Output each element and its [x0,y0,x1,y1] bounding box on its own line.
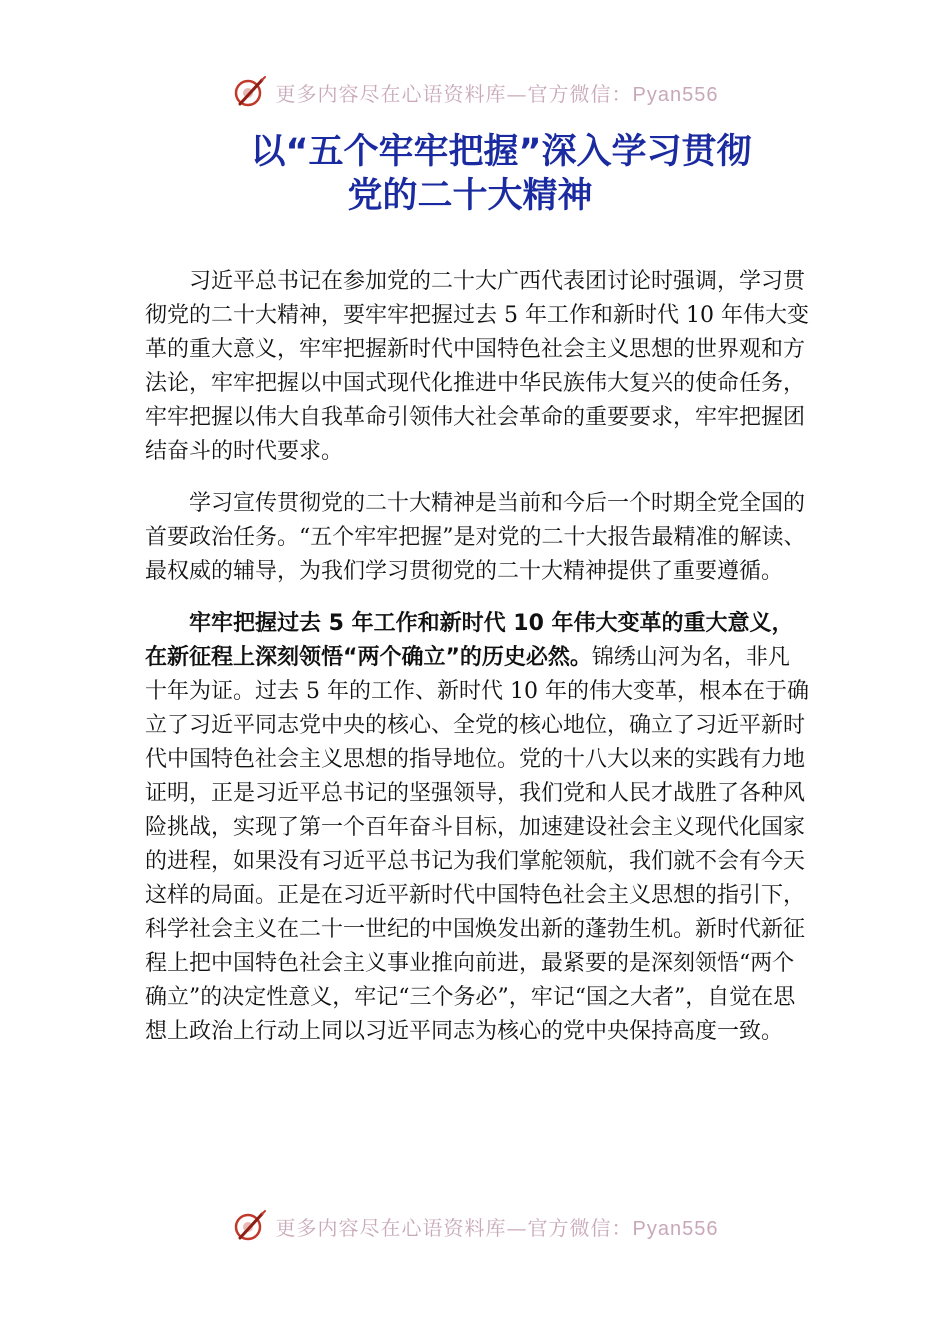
title-line-2: 党的二十大精神 [347,176,593,216]
paragraph-2: 学习宣传贯彻党的二十大精神是当前和今后一个时期全党全国的首要政治任务。“五个牢牢把握”是对党的二十大报告最精准的解读、最权威的辅导，为我们学习贯彻党的二十大精神提供了重要遵循。 [145,491,806,584]
page-title [0,130,950,218]
footer-banner [0,1206,950,1246]
paragraph-3-lead: 牢牢把握过去 5 年工作和新时代 10 年伟大变革的重大意义，在新征程上深刻领悟“两个确立”的历史必然。 [145,611,794,670]
footer-wechat-id: Pyan556 [632,1217,719,1240]
pen-circle-logo-icon [232,74,268,110]
header-wechat-id: Pyan556 [632,83,719,106]
header-banner-text: 更多内容尽在心语资料库—官方微信：Pyan556 [275,81,719,106]
header-banner [0,72,950,112]
pen-circle-logo-icon [232,1208,268,1244]
paragraph-1: 习近平总书记在参加党的二十大广西代表团讨论时强调，学习贯彻党的二十大精神，要牢牢把握过去 5 年工作和新时代 10 年伟大变革的重大意义，牢牢把握新时代中国特色社会主义思想的世界观和方法论，牢牢把握以中国式现代化推进中华民族伟大复兴的使命任务，牢牢把握以伟大自我革命引领伟大社会革命的重要要求，牢牢把握团结奋斗的时代要求。 [145,269,809,464]
paragraph-3-body: 锦绣山河为名，非凡十年为证。过去 5 年的工作、新时代 10 年的伟大变革，根本在于确立了习近平同志党中央的核心、全党的核心地位，确立了习近平新时代中国特色社会主义思想的指导地位。党的十八大以来的实践有力地证明，正是习近平总书记的坚强领导，我们党和人民才战胜了各种风险挑战，实现了第一个百年奋斗目标，加速建设社会主义现代化国家的进程，如果没有习近平总书记为我们掌舵领航，我们就不会有今天这样的局面。正是在习近平新时代中国特色社会主义思想的指引下，科学社会主义在二十一世纪的中国焕发出新的蓬勃生机。新时代新征程上把中国特色社会主义事业推向前进，最紧要的是深刻领悟“两个确立”的决定性意义，牢记“三个务必”，牢记“国之大者”，自觉在思想上政治上行动上同以习近平同志为核心的党中央保持高度一致。 [145,645,809,1044]
article-body [145,265,810,1067]
paragraph-3 [145,607,810,1049]
footer-banner-text: 更多内容尽在心语资料库—官方微信：Pyan556 [275,1215,719,1240]
title-line-1: 以“五个牢牢把握”深入学习贯彻 [250,132,752,172]
